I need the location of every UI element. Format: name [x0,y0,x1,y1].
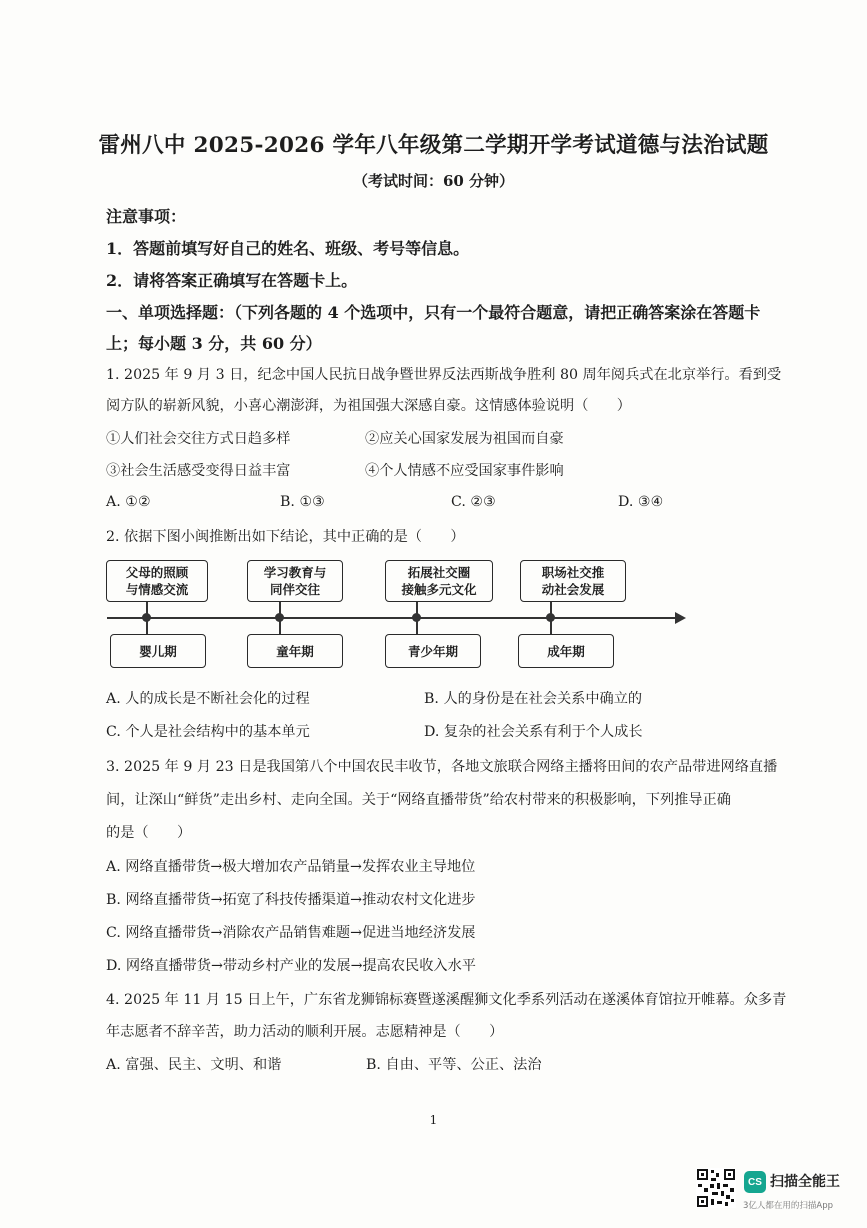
q1-statement-2: ②应关心国家发展为祖国而自豪 [365,431,564,447]
stage-label-box: 青少年期 [385,634,481,668]
stage-factor-box: 学习教育与 同伴交往 [247,560,343,602]
q2-option-b: B. 人的身份是在社会关系中确立的 [424,691,643,707]
q2-option-a: A. 人的成长是不断社会化的过程 [106,691,310,707]
q2-option-c: C. 个人是社会结构中的基本单元 [106,724,310,740]
q4-stem-cont: 年志愿者不辞辛苦，助力活动的顺利开展。志愿精神是（ ） [106,1024,504,1040]
q1-statement-1: ①人们社会交往方式日趋多样 [106,431,291,447]
notice-item: 2．请将答案正确填写在答题卡上。 [106,271,358,290]
q1-option-a: A. ①② [106,494,151,510]
scanner-app-tagline: 3亿人都在用的扫描App [743,1201,834,1211]
timeline-node [275,613,284,622]
q1-stem-cont: 阅方队的崭新风貌，小喜心潮澎湃，为祖国强大深感自豪。这情感体验说明（ ） [106,398,631,414]
scanner-app-name: 扫描全能王 [770,1174,840,1190]
q1-statement-4: ④个人情感不应受国家事件影响 [365,463,564,479]
q3-stem-cont: 的是（ ） [106,825,192,841]
q1-option-c: C. ②③ [451,494,496,510]
q3-option-b: B. 网络直播带货→拓宽了科技传播渠道→推动农村文化进步 [106,892,476,908]
q2-option-d: D. 复杂的社会关系有利于个人成长 [424,724,643,740]
stage-label-box: 童年期 [247,634,343,668]
q3-option-a: A. 网络直播带货→极大增加农产品销量→发挥农业主导地位 [106,859,476,875]
timeline-node [412,613,421,622]
q4-option-a: A. 富强、民主、文明、和谐 [106,1057,282,1073]
q1-option-d: D. ③④ [618,494,664,510]
q4-stem: 4. 2025 年 11 月 15 日上午，广东省龙狮锦标赛暨遂溪醒狮文化季系列活动在遂溪体育馆拉开帷幕。众多青 [106,992,787,1008]
q2-stem: 2. 依据下图小闽推断出如下结论，其中正确的是（ ） [106,529,465,545]
stage-label-box: 婴儿期 [110,634,206,668]
exam-title: 雷州八中 2025-2026 学年八年级第二学期开学考试道德与法治试题 [98,133,769,158]
page-number: 1 [429,1113,438,1127]
q3-stem: 3. 2025 年 9 月 23 日是我国第八个中国农民丰收节，各地文旅联合网络主播将田间的农产品带进网络直播 [106,759,778,775]
q4-option-b: B. 自由、平等、公正、法治 [366,1057,542,1073]
section-heading: 一、单项选择题：（下列各题的 4 个选项中，只有一个最符合题意，请把正确答案涂在答题卡 [106,303,761,322]
timeline-node [546,613,555,622]
exam-duration: （考试时间：60 分钟） [352,172,515,190]
q3-stem-cont: 间，让深山“鲜货”走出乡村、走向全国。关于“网络直播带货”给农村带来的积极影响，下列推导正确 [106,792,731,808]
section-heading-cont: 上；每小题 3 分，共 60 分） [106,334,322,353]
timeline-arrow [675,612,686,624]
stage-factor-box: 职场社交推 动社会发展 [520,560,626,602]
q3-option-c: C. 网络直播带货→消除农产品销售难题→促进当地经济发展 [106,925,476,941]
stage-factor-box: 父母的照顾 与情感交流 [106,560,208,602]
q1-option-b: B. ①③ [280,494,325,510]
notice-heading: 注意事项： [106,207,187,226]
timeline-node [142,613,151,622]
q1-statement-3: ③社会生活感受变得日益丰富 [106,463,291,479]
q3-option-d: D. 网络直播带货→带动乡村产业的发展→提高农民收入水平 [106,958,476,974]
timeline-axis [107,617,677,619]
stage-label-box: 成年期 [518,634,614,668]
qr-code-icon [696,1168,736,1208]
stage-factor-box: 拓展社交圈 接触多元文化 [385,560,493,602]
notice-item: 1．答题前填写好自己的姓名、班级、考号等信息。 [106,239,470,258]
q1-stem: 1. 2025 年 9 月 3 日，纪念中国人民抗日战争暨世界反法西斯战争胜利 80 周年阅兵式在北京举行。看到受 [106,367,782,383]
camscanner-logo-icon: CS [744,1171,766,1193]
